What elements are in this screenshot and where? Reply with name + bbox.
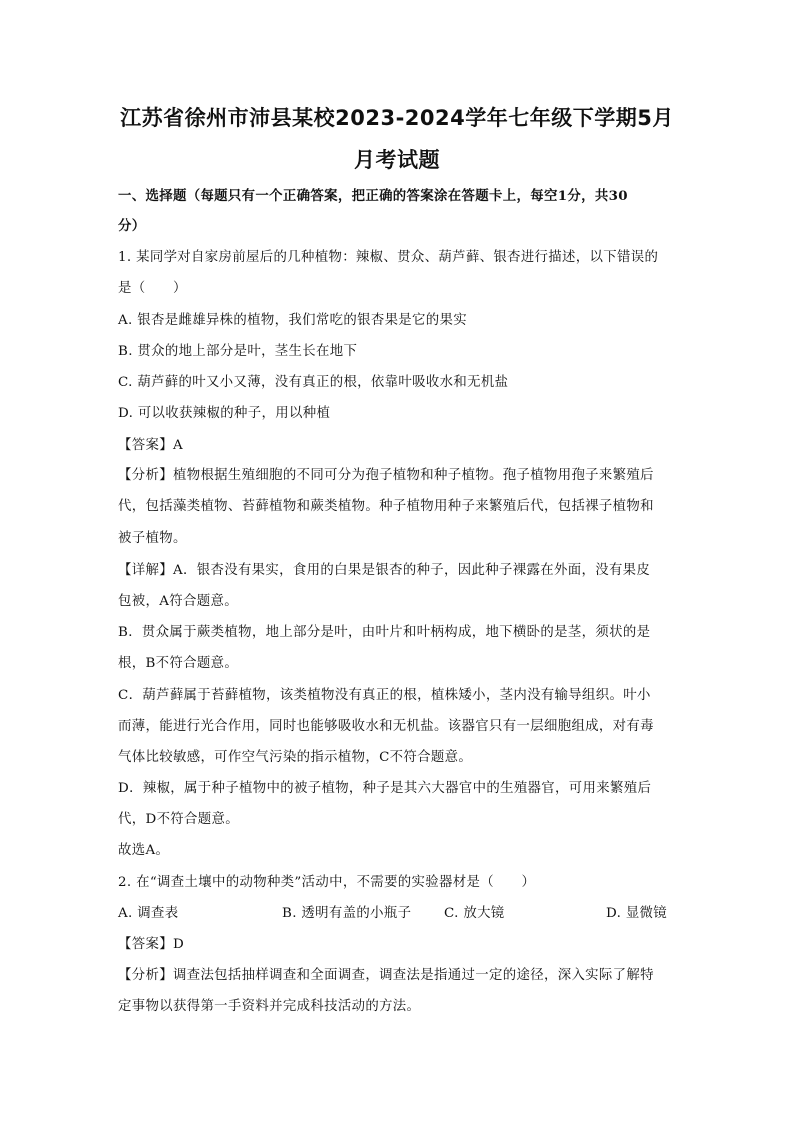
- q1-option-b: B. 贯众的地上部分是叶，茎生长在地下: [118, 344, 358, 359]
- page-title-line2: 月考试题: [354, 148, 440, 172]
- q2-answer: 【答案】D: [118, 937, 185, 952]
- q2-analysis-line2: 定事物以获得第一手资料并完成科技活动的方法。: [118, 999, 421, 1014]
- q2-option-c: C. 放大镜: [444, 906, 505, 921]
- q2-option-b: B. 透明有盖的小瓶子: [282, 906, 412, 921]
- q1-answer: 【答案】A: [118, 438, 183, 453]
- q1-detail-line2: 包被，A符合题意。: [118, 594, 238, 609]
- q1-detail-line6: 而薄，能进行光合作用，同时也能够吸收水和无机盐。该器官只有一层细胞组成，对有毒: [118, 719, 654, 734]
- q1-detail-line5: C．葫芦藓属于苔藓植物，该类植物没有真正的根，植株矮小，茎内没有输导组织。叶小: [118, 688, 651, 703]
- q1-option-a: A. 银杏是雌雄异株的植物，我们常吃的银杏果是它的果实: [118, 313, 468, 328]
- q1-detail-line8: D．辣椒，属于种子植物中的被子植物，种子是其六大器官中的生殖器官，可用来繁殖后: [118, 781, 652, 796]
- section-heading-line1: 一、选择题（每题只有一个正确答案，把正确的答案涂在答题卡上，每空1分，共30: [118, 188, 628, 204]
- q1-detail-line3: B．贯众属于蕨类植物，地上部分是叶，由叶片和叶柄构成，地下横卧的是茎，须状的是: [118, 625, 651, 640]
- q1-detail-line4: 根，B不符合题意。: [118, 656, 239, 671]
- section-heading-line2: 分）: [118, 218, 146, 234]
- q1-detail-line9: 代，D不符合题意。: [118, 812, 240, 827]
- q2-stem: 2. 在“调查土壤中的动物种类”活动中，不需要的实验器材是（ ）: [118, 875, 536, 890]
- q2-analysis-line1: 【分析】调查法包括抽样调查和全面调查，调查法是指通过一定的途径，深入实际了解特: [118, 968, 654, 983]
- q1-analysis-line2: 代，包括藻类植物、苔藓植物和蕨类植物。种子植物用种子来繁殖后代，包括裸子植物和: [118, 499, 654, 514]
- q1-analysis-line3: 被子植物。: [118, 531, 187, 546]
- page-title-line1: 江苏省徐州市沛县某校2023-2024学年七年级下学期5月: [120, 106, 674, 130]
- q2-option-a: A. 调查表: [118, 906, 179, 921]
- q2-option-d: D. 显微镜: [606, 906, 668, 921]
- q1-stem-line2: 是（ ）: [118, 281, 187, 296]
- q1-detail-line1: 【详解】A．银杏没有果实，食用的白果是银杏的种子，因此种子裸露在外面，没有果皮: [118, 563, 651, 578]
- q1-analysis-line1: 【分析】植物根据生殖细胞的不同可分为孢子植物和种子植物。孢子植物用孢子来繁殖后: [118, 468, 654, 483]
- q1-option-c: C. 葫芦藓的叶又小又薄，没有真正的根，依靠叶吸收水和无机盐: [118, 375, 509, 390]
- q2-options-row: [118, 904, 678, 924]
- q1-stem-line1: 1. 某同学对自家房前屋后的几种植物：辣椒、贯众、葫芦藓、银杏进行描述，以下错误的: [118, 250, 659, 265]
- q1-option-d: D. 可以收获辣椒的种子，用以种植: [118, 406, 331, 421]
- q1-detail-line10: 故选A。: [118, 843, 170, 858]
- q1-detail-line7: 气体比较敏感，可作空气污染的指示植物，C不符合题意。: [118, 750, 473, 765]
